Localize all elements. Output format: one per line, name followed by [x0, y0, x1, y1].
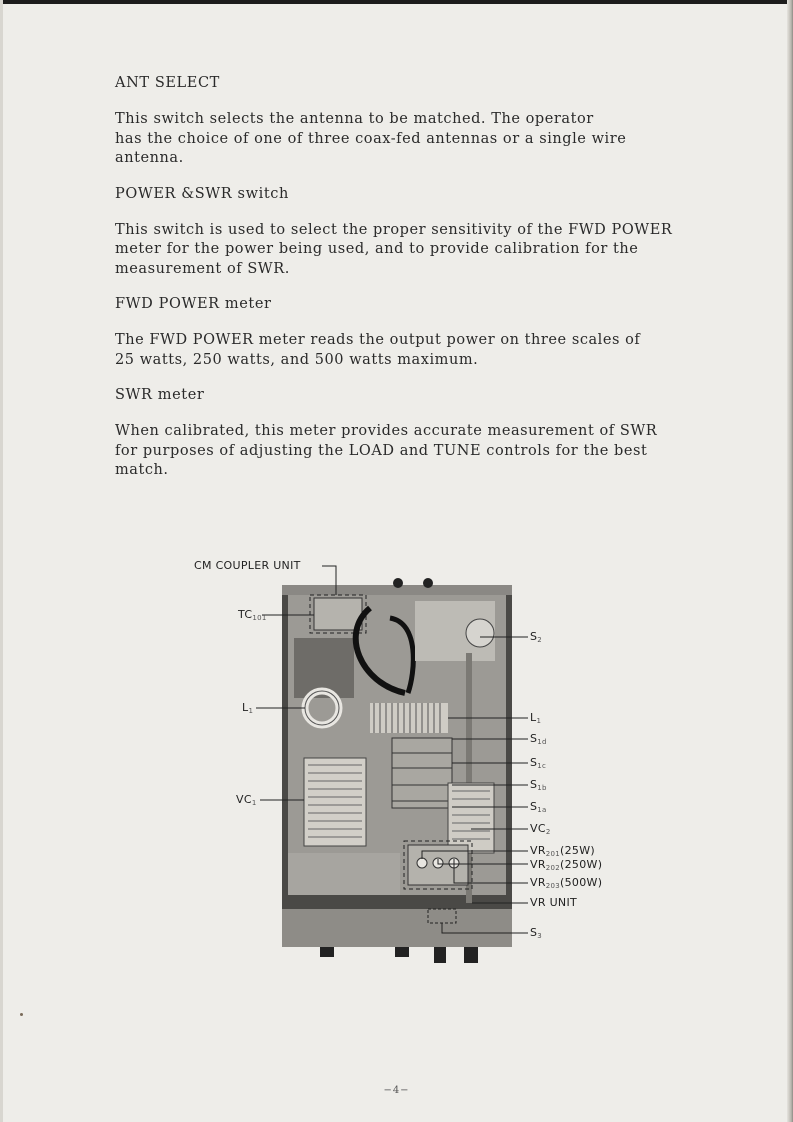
body-line: 25 watts, 250 watts, and 500 watts maximum.: [115, 351, 479, 368]
body-line: has the choice of one of three coax-fed antennas or a single wire: [115, 130, 627, 147]
page-number: −4−: [383, 1085, 410, 1096]
front-panel: [282, 909, 512, 947]
band-switch: [392, 738, 452, 808]
callout-vr203: $VR_{203}(500W)$: [530, 876, 603, 890]
body-line: This switch selects the antenna to be matched. The operator: [115, 111, 594, 127]
body-line: antenna.: [115, 150, 184, 166]
section-body: [115, 110, 715, 169]
callout-vr202: $VR_{202}(250W)$: [530, 858, 603, 872]
callout-l1-left: $L_1$: [242, 701, 254, 715]
callout-s3: $S_3$: [530, 926, 543, 940]
page-top-edge: [0, 0, 793, 4]
paper-speck: [20, 1013, 23, 1016]
front-knob: [320, 947, 334, 957]
section-body: [115, 221, 715, 280]
callout-l1-right: $L_1$: [530, 711, 542, 725]
front-knob: [464, 947, 478, 963]
body-line: meter for the power being used, and to provide calibration for the: [115, 241, 639, 257]
callout-s2: $S_2$: [530, 630, 543, 644]
callout-cm-coupler-unit: CM COUPLER UNIT: [194, 559, 301, 572]
body-line: for purposes of adjusting the LOAD and TUNE controls for the best: [115, 442, 648, 459]
callout-vc2: $VC_2$: [530, 822, 551, 836]
roller-coil: [370, 703, 448, 733]
section-body: [115, 331, 715, 370]
page-right-edge: [787, 0, 793, 1122]
front-knob: [395, 947, 409, 957]
section-heading: ANT SELECT: [115, 75, 220, 91]
page-left-edge: [0, 0, 3, 1122]
text-column: [115, 74, 715, 497]
callout-vr201: $VR_{201}(25W)$: [530, 844, 596, 858]
body-line: This switch is used to select the proper sensitivity of the FWD POWER: [115, 221, 673, 238]
section-fwd-power-meter: [115, 295, 715, 370]
callout-s1a: $S_{1a}$: [530, 800, 547, 814]
callout-s1d: $S_{1d}$: [530, 732, 547, 746]
switch-wafer: [466, 619, 494, 647]
variable-capacitor-1: [304, 758, 366, 846]
callout-tc101: $TC_{101}$: [238, 608, 267, 622]
body-line: The FWD POWER meter reads the output power on three scales of: [115, 332, 641, 348]
section-heading: SWR meter: [115, 387, 205, 403]
section-ant-select: [115, 74, 715, 169]
variable-capacitor-2: [448, 783, 494, 853]
top-knob: [393, 578, 403, 588]
callout-vc1: $VC_1$: [236, 793, 257, 807]
trimmer: [417, 858, 427, 868]
section-heading: POWER &SWR switch: [115, 185, 289, 202]
internal-view-figure: [190, 553, 610, 963]
section-body: [115, 422, 715, 481]
section-swr-meter: [115, 386, 715, 481]
body-line: match.: [115, 462, 169, 478]
callout-s1c: $S_{1c}$: [530, 756, 547, 770]
lower-compartment: [288, 853, 400, 895]
callout-s1b: $S_{1b}$: [530, 778, 547, 792]
body-line: measurement of SWR.: [115, 260, 290, 277]
body-line: When calibrated, this meter provides accurate measurement of SWR: [115, 423, 658, 439]
callout-vr-unit: VR UNIT: [530, 896, 578, 909]
section-power-swr-switch: [115, 185, 715, 280]
top-knob: [423, 578, 433, 588]
front-knob: [434, 947, 446, 963]
section-heading: FWD POWER meter: [115, 296, 272, 312]
